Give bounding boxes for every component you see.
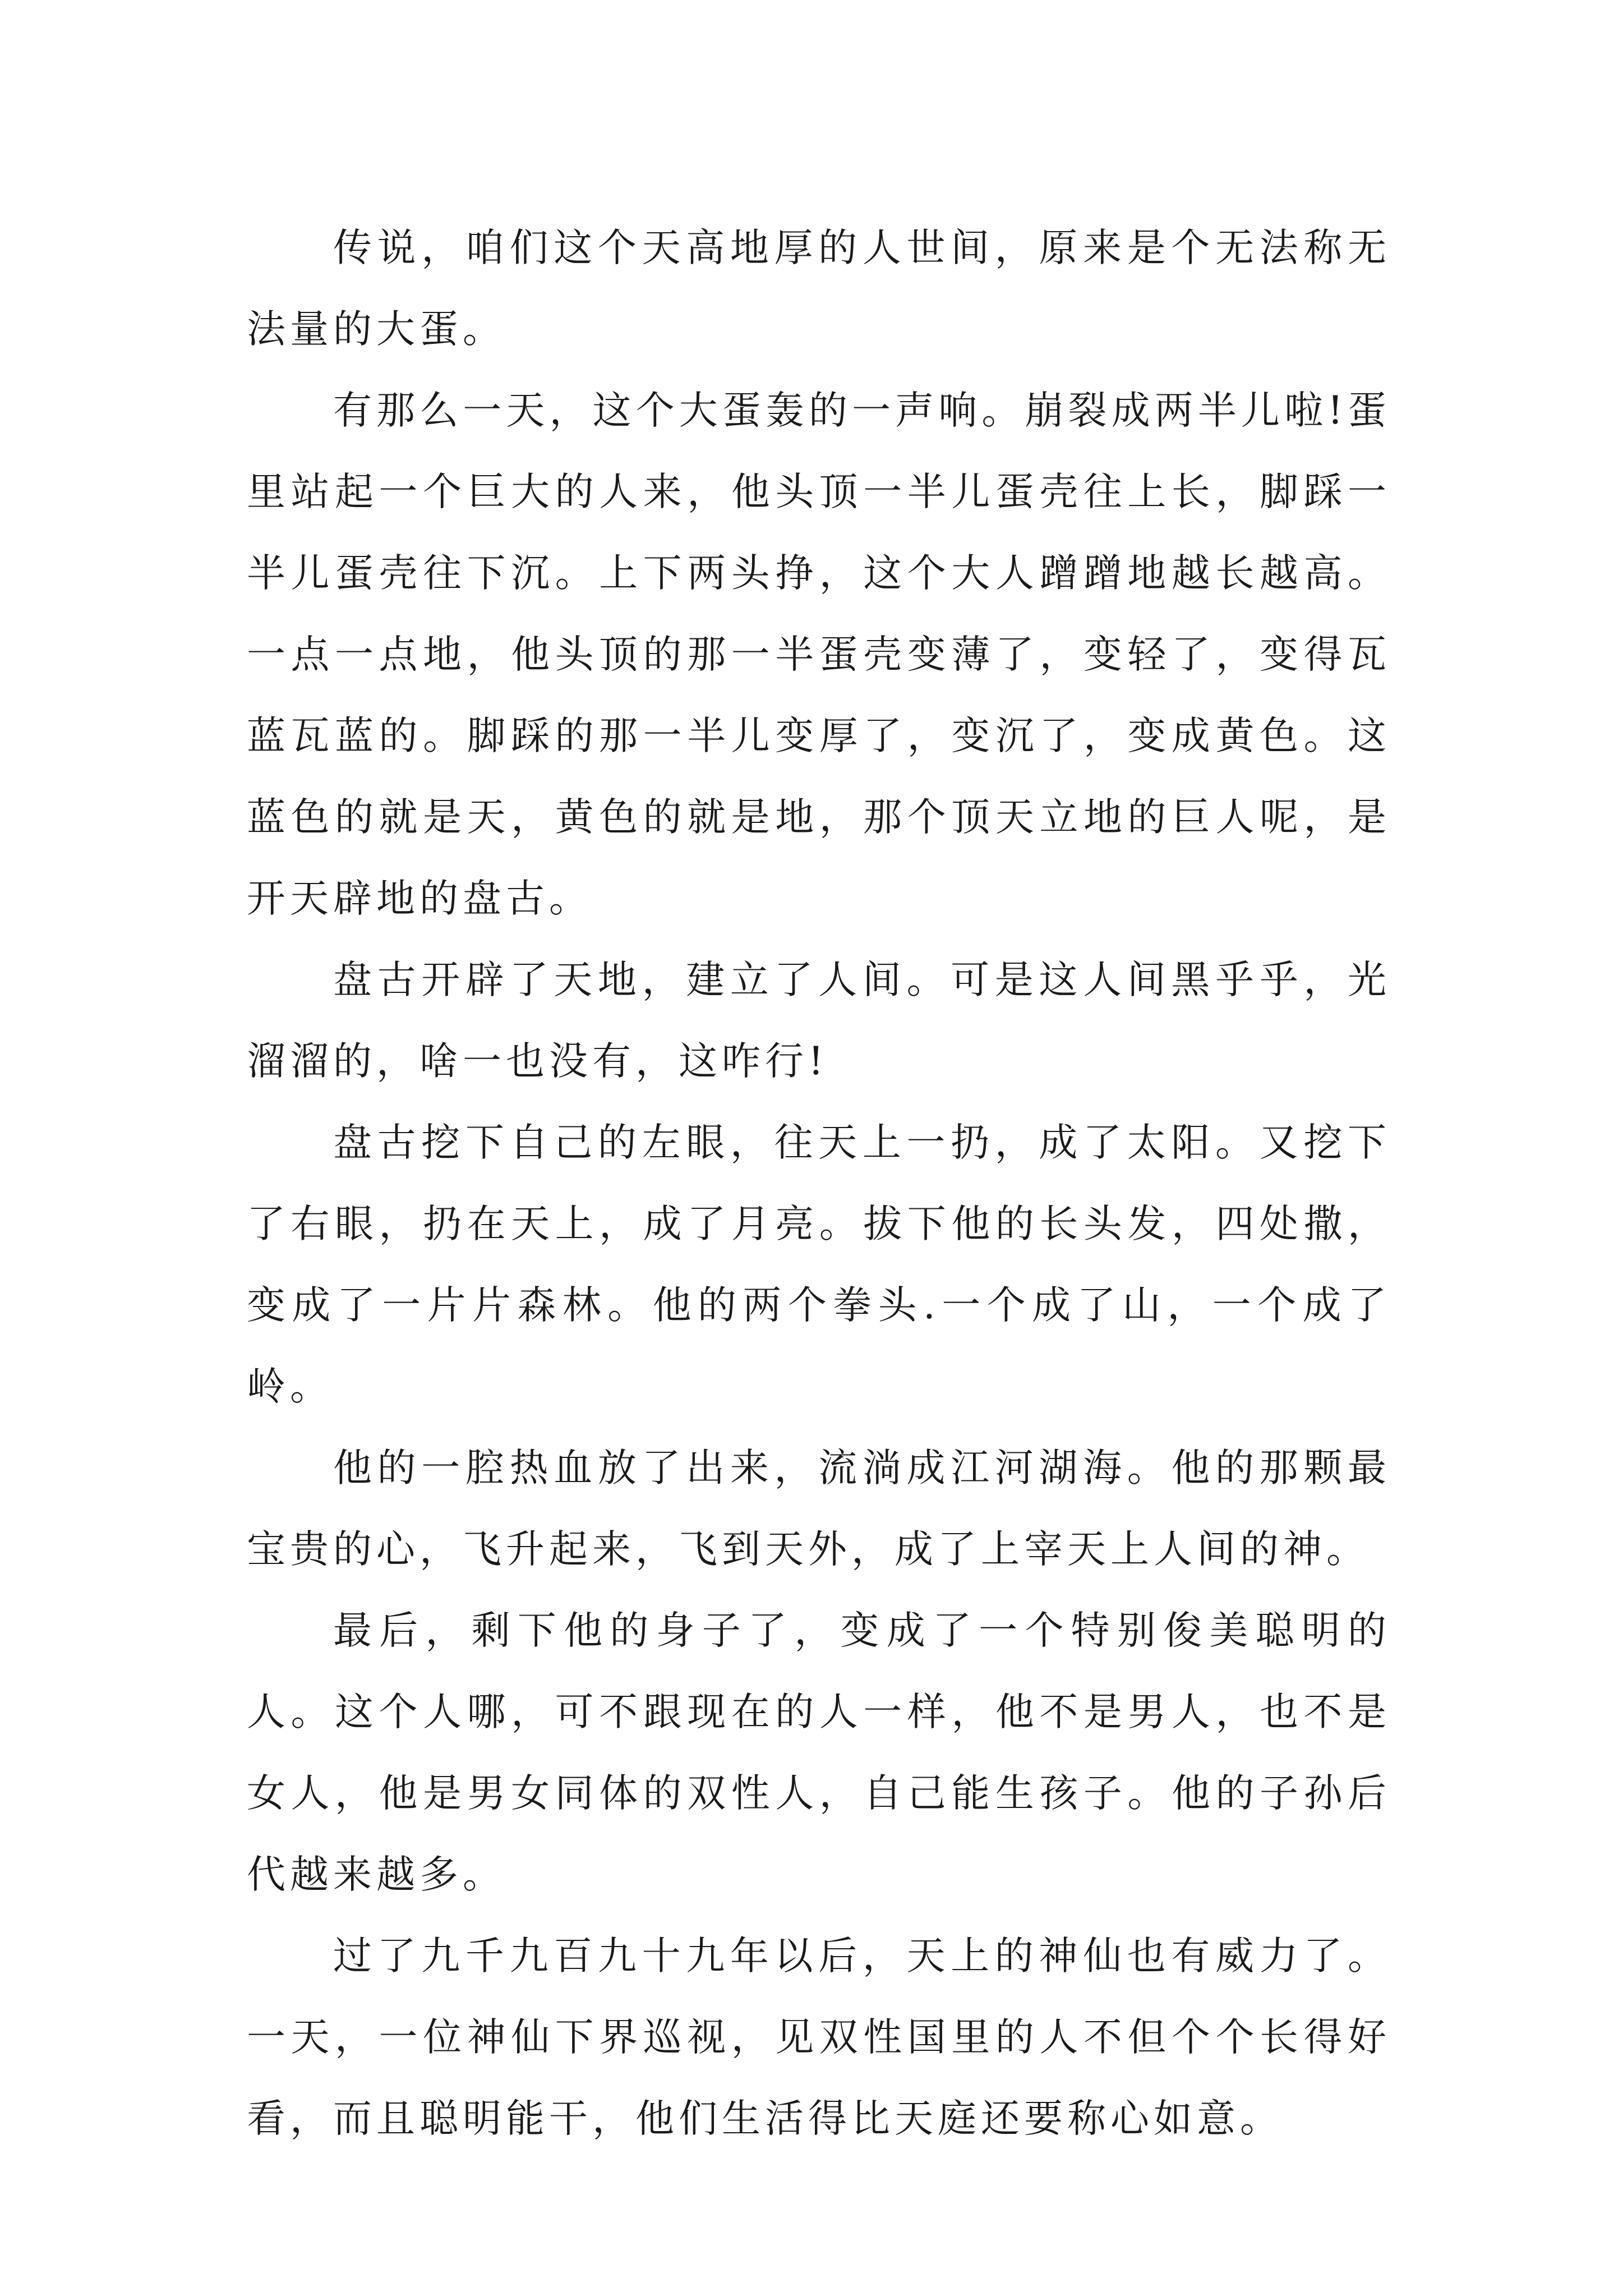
paragraph: 传说，咱们这个天高地厚的人世间，原来是个无法称无法量的大蛋。: [247, 226, 1391, 352]
paragraph: 他的一腔热血放了出来，流淌成江河湖海。他的那颗最宝贵的心，飞升起来，飞到天外，成了上宰天上人间的神。: [247, 1446, 1391, 1572]
paragraph: 过了九千九百九十九年以后，天上的神仙也有威力了。一天，一位神仙下界巡视，见双性国里的人不但个个长得好看，而且聪明能干，他们生活得比天庭还要称心如意。: [247, 1934, 1391, 2141]
paragraph: 盘古挖下自己的左眼，往天上一扔，成了太阳。又挖下了右眼，扔在天上，成了月亮。拔下他的长头发，四处撒，变成了一片片森林。他的两个拳头.一个成了山，一个成了岭。: [247, 1120, 1391, 1409]
document-body: [247, 208, 1391, 2160]
paragraph: 有那么一天，这个大蛋轰的一声响。崩裂成两半儿啦!蛋里站起一个巨大的人来，他头顶一半儿蛋壳往上长，脚踩一半儿蛋壳往下沉。上下两头挣，这个大人蹭蹭地越长越高。一点一点地，他头顶的那一半蛋壳变薄了，变轻了，变得瓦蓝瓦蓝的。脚踩的那一半儿变厚了，变沉了，变成黄色。这蓝色的就是天，黄色的就是地，那个顶天立地的巨人呢，是开天辟地的盘古。: [247, 388, 1391, 921]
paragraph: 盘古开辟了天地，建立了人间。可是这人间黑乎乎，光溜溜的，啥一也没有，这咋行!: [247, 958, 1391, 1084]
paragraph: 最后，剩下他的身子了，变成了一个特别俊美聪明的人。这个人哪，可不跟现在的人一样，他不是男人，也不是女人，他是男女同体的双性人，自己能生孩子。他的子孙后代越来越多。: [247, 1608, 1391, 1897]
